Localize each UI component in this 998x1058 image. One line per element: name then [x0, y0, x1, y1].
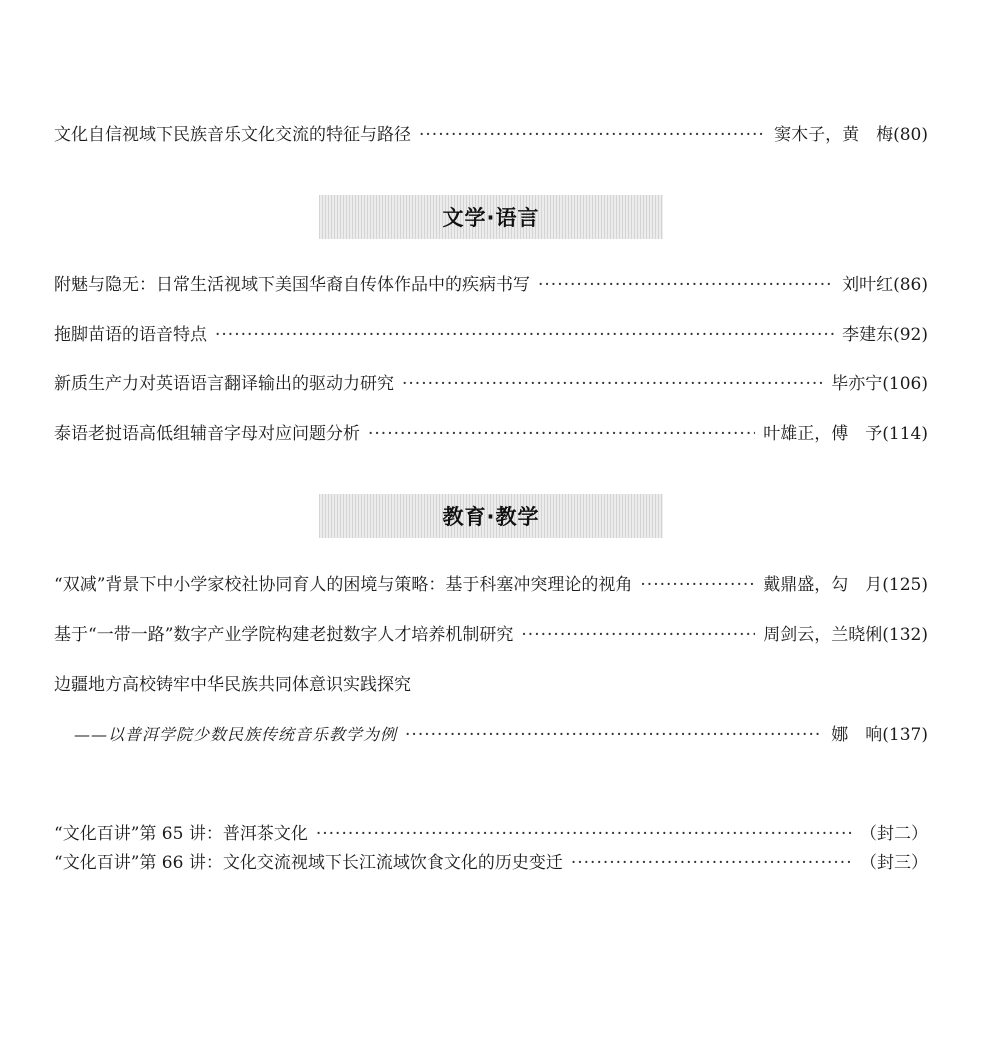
toc-entry[interactable] [54, 373, 928, 395]
section-heading: 文学·语言 [319, 195, 663, 239]
entry-title: “双减”背景下中小学家校社协同育人的困境与策略：基于科塞冲突理论的视角 [54, 575, 633, 595]
entry-page: (125) [882, 575, 928, 595]
entry-page: (86) [893, 275, 928, 295]
entry-author: 娜 响 [831, 725, 883, 745]
entry-title: 拖脚苗语的语音特点 [54, 325, 207, 345]
entry-title-multiline[interactable]: 边疆地方高校铸牢中华民族共同体意识实践探究 [54, 675, 411, 695]
entry-page: (92) [893, 325, 928, 345]
entry-author: 李建东 [842, 325, 894, 345]
dot-leader [419, 124, 766, 146]
entry-author: 窦木子，黄 梅 [774, 125, 894, 145]
entry-page: (80) [893, 125, 928, 145]
entry-title: 文化自信视域下民族音乐文化交流的特征与路径 [54, 125, 411, 145]
entry-page: (114) [882, 424, 928, 444]
special-page: （封二） [860, 824, 928, 844]
dot-leader [571, 852, 852, 874]
special-page: （封三） [860, 853, 928, 873]
entry-subtitle: ——以普洱学院少数民族传统音乐教学为例 [74, 725, 398, 744]
entry-author: 戴鼎盛，勾 月 [763, 575, 883, 595]
toc-entry[interactable] [54, 324, 928, 346]
toc-entry[interactable] [54, 624, 928, 646]
entry-author: 毕亦宁 [831, 374, 883, 394]
dot-leader [405, 724, 823, 746]
dot-leader [402, 373, 823, 395]
section-heading: 教育·教学 [319, 494, 663, 538]
toc-entry[interactable] [54, 124, 928, 146]
toc-entry[interactable] [54, 274, 928, 296]
toc-entry[interactable] [54, 574, 928, 596]
dot-leader [521, 624, 755, 646]
special-title: “文化百讲”第 65 讲：普洱茶文化 [54, 824, 308, 844]
dot-leader [316, 823, 852, 845]
toc-entry-subtitle[interactable] [74, 724, 928, 746]
entry-title: 新质生产力对英语语言翻译输出的驱动力研究 [54, 374, 394, 394]
toc-entry[interactable] [54, 423, 928, 445]
entry-page: (137) [882, 725, 928, 745]
entry-title: 泰语老挝语高低组辅音字母对应问题分析 [54, 424, 360, 444]
entry-author: 周剑云，兰晓俐 [763, 625, 883, 645]
entry-page: (132) [882, 625, 928, 645]
special-title: “文化百讲”第 66 讲：文化交流视域下长江流域饮食文化的历史变迁 [54, 853, 563, 873]
special-entry[interactable] [54, 823, 928, 845]
special-entry[interactable] [54, 852, 928, 874]
dot-leader [368, 423, 755, 445]
dot-leader [538, 274, 834, 296]
entry-page: (106) [882, 374, 928, 394]
entry-title: 基于“一带一路”数字产业学院构建老挝数字人才培养机制研究 [54, 625, 514, 645]
entry-author: 叶雄正，傅 予 [763, 424, 883, 444]
entry-author: 刘叶红 [842, 275, 894, 295]
dot-leader [215, 324, 834, 346]
dot-leader [640, 574, 755, 596]
entry-title: 附魅与隐无：日常生活视域下美国华裔自传体作品中的疾病书写 [54, 275, 530, 295]
